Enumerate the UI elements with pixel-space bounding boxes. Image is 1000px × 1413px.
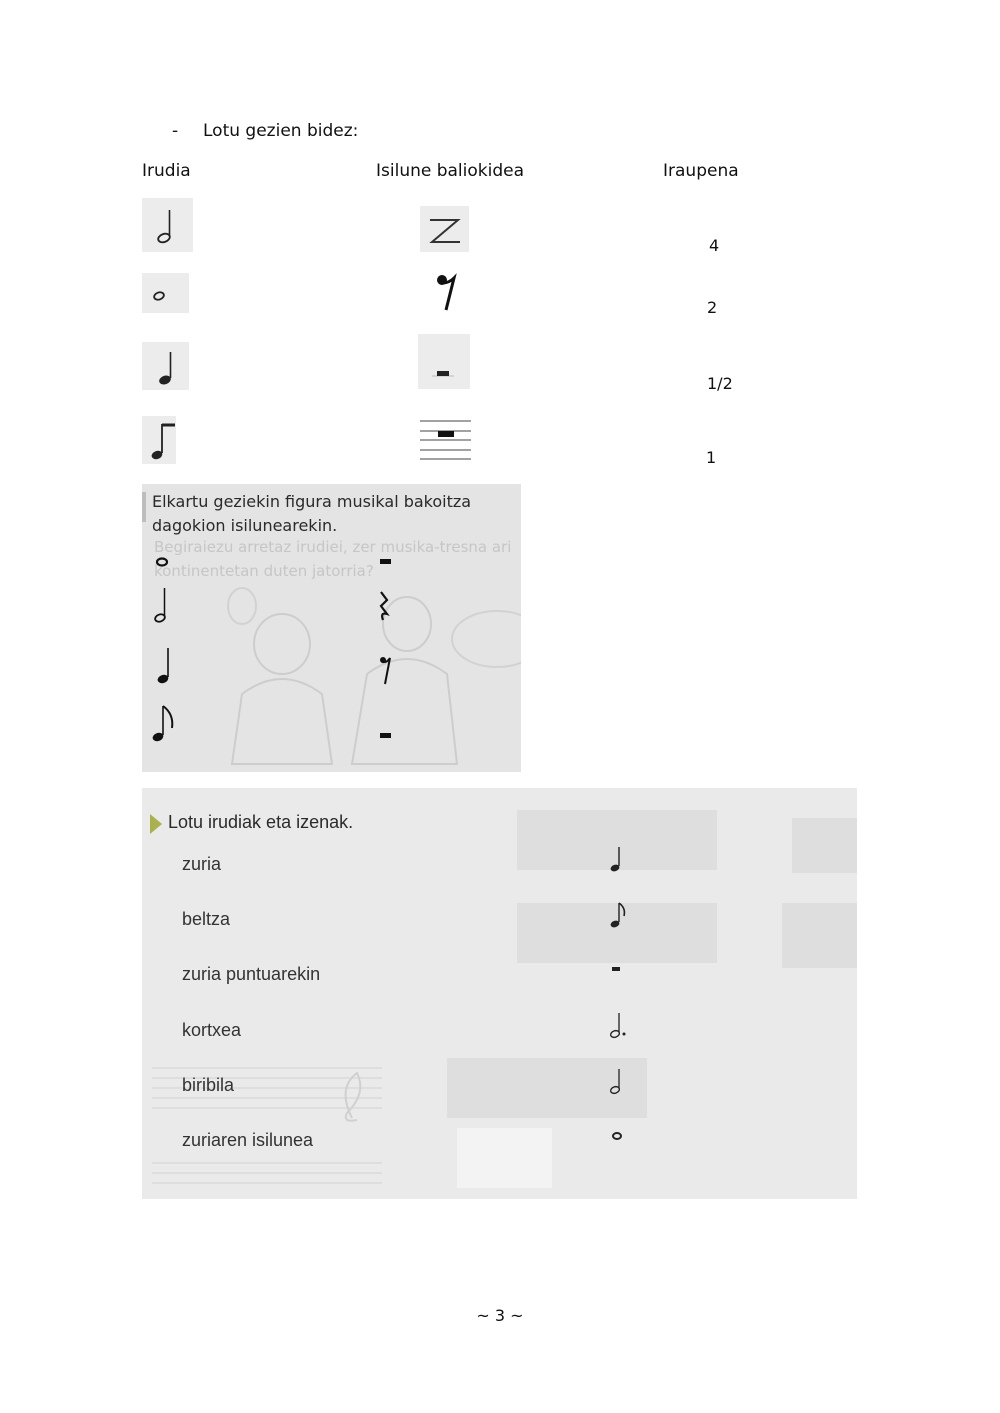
list-item: beltza bbox=[182, 909, 231, 929]
column-header-isilune: Isilune baliokidea bbox=[376, 161, 525, 181]
ghost-box bbox=[782, 903, 857, 968]
bullet-dash: - bbox=[172, 121, 179, 141]
whole-note-icon bbox=[154, 554, 178, 570]
whole-note-icon bbox=[142, 273, 189, 313]
duration-value: 1/2 bbox=[707, 374, 733, 393]
quarter-rest-icon bbox=[420, 206, 469, 252]
quarter-note-icon bbox=[142, 342, 189, 390]
whole-rest-icon bbox=[378, 730, 394, 744]
ghost-text-line: Begiraiezu arretaz irudiei, zer musika-tresna ari bbox=[154, 538, 512, 556]
list-item: zuriaren isilunea bbox=[182, 1130, 314, 1150]
children-illustration-icon bbox=[202, 584, 521, 769]
eighth-note-icon bbox=[150, 702, 180, 746]
half-note-icon bbox=[142, 198, 193, 252]
dotted-half-note-icon bbox=[608, 1010, 630, 1040]
column-header-irudia: Irudia bbox=[142, 161, 191, 181]
list-item: kortxea bbox=[182, 1020, 242, 1040]
page-number: ~ 3 ~ bbox=[476, 1306, 524, 1325]
half-note-icon bbox=[608, 1066, 628, 1096]
panel1-title: Elkartu geziekin figura musikal bakoitza dagokion isilunearekin. bbox=[152, 492, 472, 535]
list-item: zuria puntuarekin bbox=[182, 964, 321, 984]
whole-rest-icon bbox=[420, 413, 471, 463]
quarter-note-icon bbox=[154, 644, 178, 688]
ghost-box bbox=[792, 818, 857, 873]
instruction-text: Lotu gezien bidez: bbox=[203, 121, 359, 141]
eighth-rest-icon bbox=[378, 654, 394, 686]
quarter-note-icon bbox=[608, 844, 628, 874]
half-rest-icon bbox=[610, 964, 624, 974]
whole-note-icon bbox=[610, 1130, 626, 1142]
list-item: zuria bbox=[182, 854, 222, 874]
exercise-panel-notes-rests bbox=[142, 484, 521, 772]
half-rest-icon bbox=[418, 334, 470, 389]
panel-edge-bar bbox=[142, 492, 146, 522]
column-header-iraupena: Iraupena bbox=[663, 161, 739, 181]
duration-value: 1 bbox=[706, 448, 717, 467]
quarter-rest-icon bbox=[376, 590, 392, 624]
half-rest-icon bbox=[378, 554, 394, 568]
duration-value: 2 bbox=[707, 298, 718, 317]
duration-value: 4 bbox=[709, 236, 720, 255]
ghost-box bbox=[457, 1128, 552, 1188]
half-note-icon bbox=[152, 584, 176, 626]
eighth-note-icon bbox=[608, 900, 628, 930]
eighth-rest-icon bbox=[426, 272, 466, 312]
panel2-title: Lotu irudiak eta izenak. bbox=[168, 812, 354, 832]
list-item: biribila bbox=[182, 1075, 235, 1095]
ghost-text-line: kontinentetan duten jatorria? bbox=[154, 562, 374, 580]
bullet-triangle-icon bbox=[150, 814, 162, 834]
exercise-panel-names bbox=[142, 788, 857, 1199]
eighth-note-icon bbox=[142, 416, 176, 464]
